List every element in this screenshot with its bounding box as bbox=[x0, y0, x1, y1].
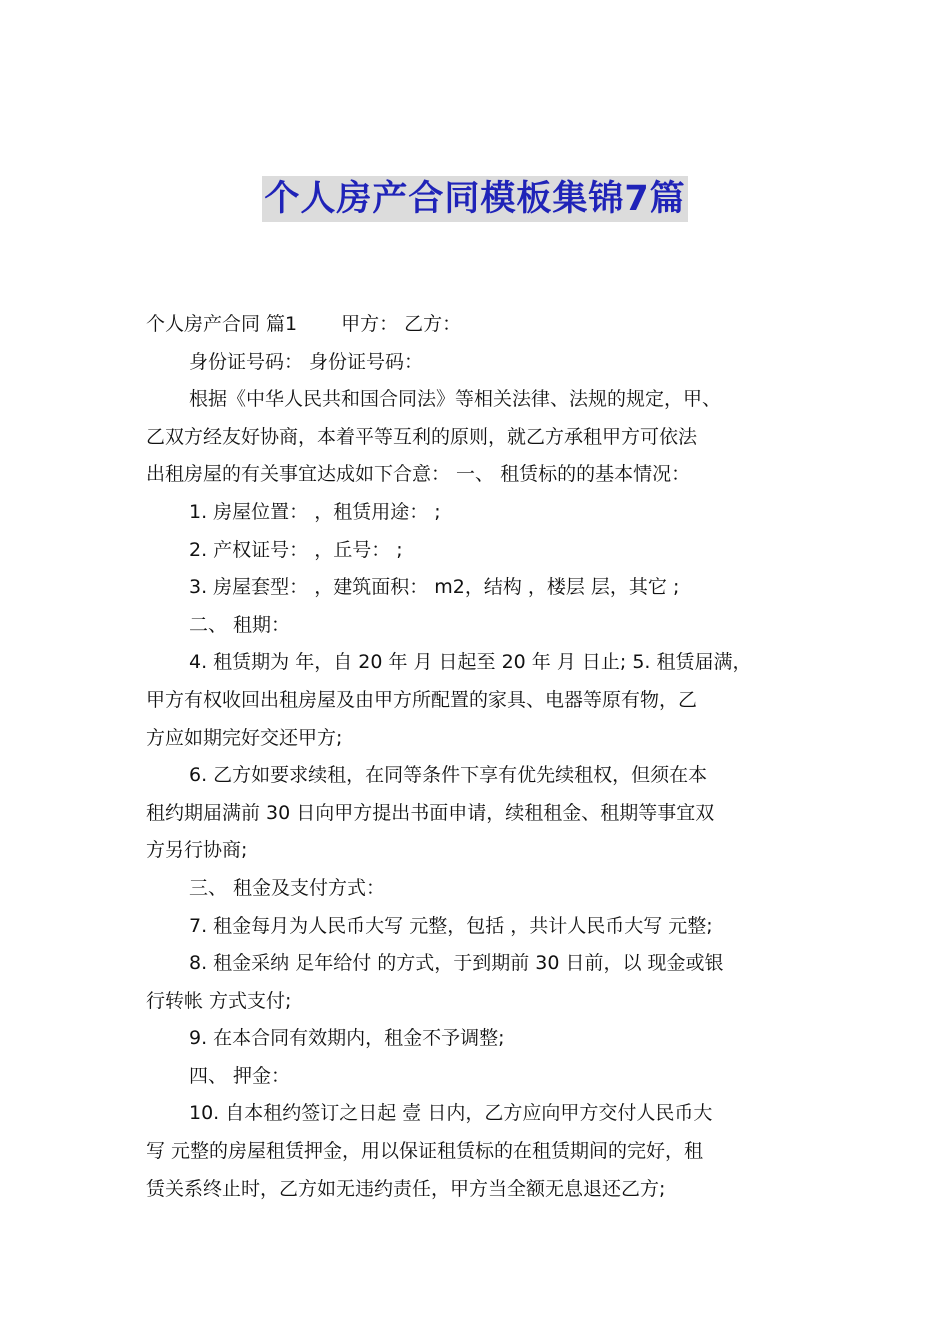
paragraph-line: 租约期届满前 30 日向甲方提出书面申请，续租租金、租期等事宜双 bbox=[146, 801, 715, 824]
paragraph-line: 6. 乙方如要求续租，在同等条件下享有优先续租权，但须在本 bbox=[189, 764, 708, 787]
paragraph-line: 乙双方经友好协商，本着平等互利的原则，就乙方承租甲方可依法 bbox=[146, 425, 698, 448]
section-heading: 三、 租金及支付方式： bbox=[189, 876, 386, 899]
paragraph-line: 2. 产权证号： ，丘号： ; bbox=[189, 538, 403, 561]
paragraph-line: 身份证号码： 身份证号码： bbox=[189, 350, 424, 373]
section-heading: 个人房产合同 篇1 bbox=[146, 313, 298, 335]
paragraph-line: 9. 在本合同有效期内，租金不予调整; bbox=[189, 1027, 505, 1050]
party-labels: 甲方： 乙方： bbox=[341, 313, 462, 335]
paragraph-line: 赁关系终止时，乙方如无违约责任，甲方当全额无息退还乙方; bbox=[146, 1177, 666, 1200]
paragraph-line: 4. 租赁期为 年，自 20 年 月 日起至 20 年 月 日止; 5. 租赁届满， bbox=[189, 651, 752, 674]
paragraph-line bbox=[146, 306, 810, 344]
section-heading: 二、 租期： bbox=[189, 613, 291, 636]
document-body bbox=[146, 306, 810, 1208]
section-heading: 四、 押金： bbox=[189, 1064, 291, 1087]
paragraph-line: 出租房屋的有关事宜达成如下合意： 一、 租赁标的的基本情况： bbox=[146, 463, 691, 486]
document-title: 个人房产合同模板集锦7篇 bbox=[262, 176, 687, 222]
paragraph-line: 根据《中华人民共和国合同法》等相关法律、法规的规定，甲、 bbox=[189, 388, 722, 411]
paragraph-line: 行转帐 方式支付; bbox=[146, 989, 292, 1012]
paragraph-line: 方另行协商; bbox=[146, 839, 248, 862]
paragraph-line: 方应如期完好交还甲方; bbox=[146, 726, 343, 749]
paragraph-line: 10. 自本租约签订之日起 壹 日内，乙方应向甲方交付人民币大 bbox=[189, 1102, 713, 1125]
paragraph-line: 8. 租金采纳 足年给付 的方式，于到期前 30 日前，以 现金或银 bbox=[189, 952, 724, 975]
paragraph-line: 3. 房屋套型： ，建筑面积： m2，结构 ，楼层 层，其它 ; bbox=[189, 576, 680, 599]
paragraph-line: 1. 房屋位置： ，租赁用途： ; bbox=[189, 500, 441, 523]
paragraph-line: 写 元整的房屋租赁押金，用以保证租赁标的在租赁期间的完好，租 bbox=[146, 1140, 704, 1163]
paragraph-line: 7. 租金每月为人民币大写 元整，包括 ，共计人民币大写 元整; bbox=[189, 914, 713, 937]
title-container bbox=[0, 176, 950, 222]
paragraph-line: 甲方有权收回出租房屋及由甲方所配置的家具、电器等原有物，乙 bbox=[146, 688, 698, 711]
